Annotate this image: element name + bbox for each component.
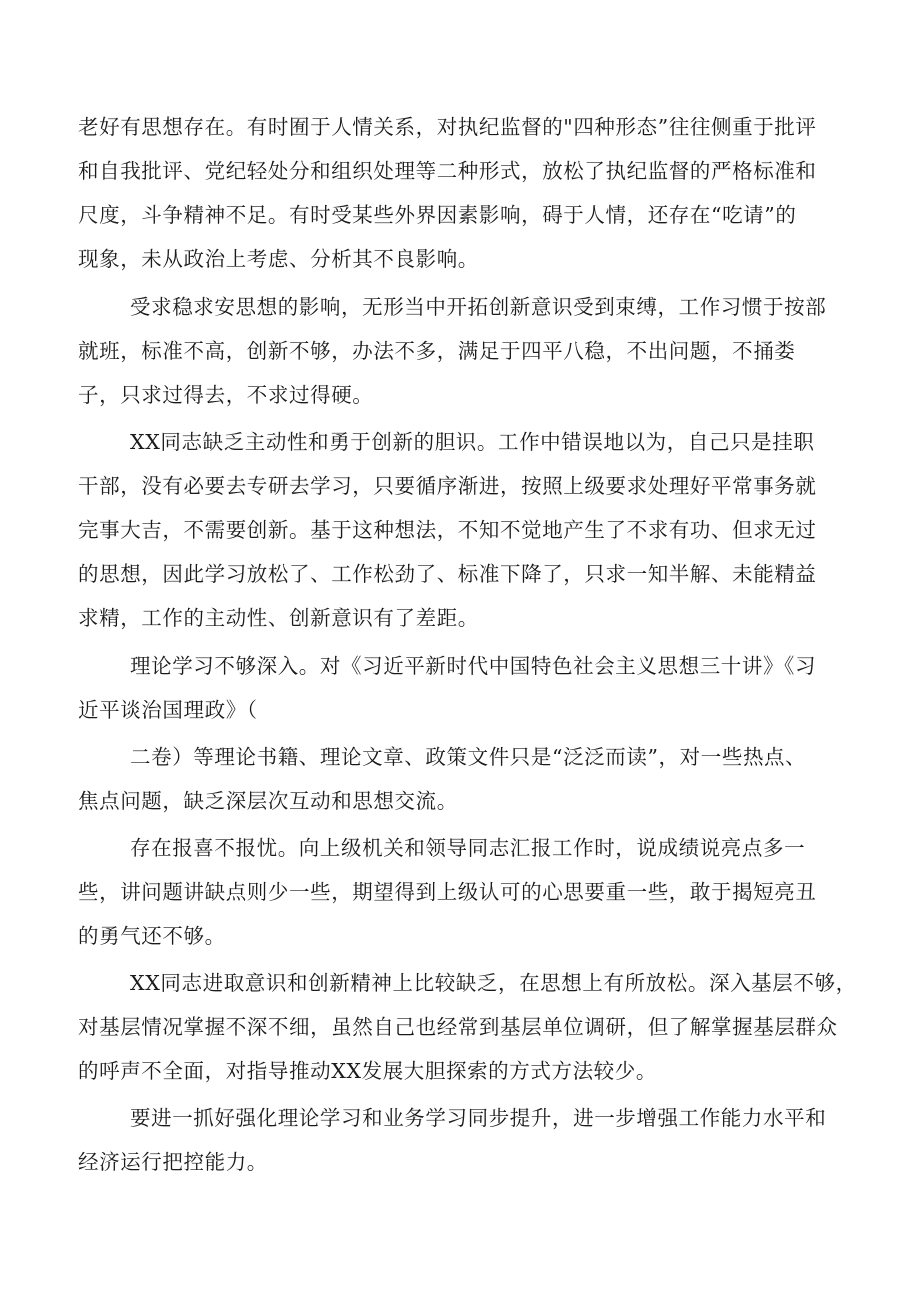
text-line: 求精，工作的主动性、创新意识有了差距。: [78, 606, 479, 630]
text-line: 的勇气还不够。: [78, 924, 226, 948]
text-line: XX同志缺乏主动性和勇于创新的胆识。工作中错误地以为，自己只是挂职: [130, 430, 815, 454]
text-line: XX同志进取意识和创新精神上比较缺乏，在思想上有所放松。深入基层不够，: [130, 971, 857, 995]
text-line: 尺度，斗争精神不足。有时受某些外界因素影响，碍于人情，还存在“吃请”的: [78, 203, 797, 227]
text-line: 经济运行把控能力。: [78, 1150, 268, 1174]
text-line: 现象，未从政治上考虑、分析其不良影响。: [78, 247, 479, 271]
text-line: 近平谈治国理政》（: [78, 698, 258, 722]
text-line: 对基层情况掌握不深不细，虽然自己也经常到基层单位调研，但了解掌握基层群众: [78, 1015, 838, 1039]
text-line: 二卷）等理论书籍、理论文章、政策文件只是“泛泛而读”，对一些热点、: [130, 745, 807, 769]
text-line: 子，只求过得去，不求过得硬。: [78, 383, 374, 407]
text-line: 存在报喜不报忧。向上级机关和领导同志汇报工作时，说成绩说亮点多一: [130, 836, 806, 860]
text-line: 的呼声不全面，对指导推动XX发展大胆探索的方式方法较少。: [78, 1059, 657, 1083]
text-line: 些，讲问题讲缺点则少一些，期望得到上级认可的心思要重一些，敢于揭短亮丑: [78, 880, 817, 904]
text-line: 的思想，因此学习放松了、工作松劲了、标准下降了，只求一知半解、未能精益: [78, 562, 817, 586]
text-line: 理论学习不够深入。对《习近平新时代中国特色社会主义思想三十讲》《习: [130, 654, 817, 678]
text-line: 干部，没有必要去专研去学习，只要循序渐进，按照上级要求处理好平常事务就: [78, 474, 817, 498]
text-line: 焦点问题，缺乏深层次互动和思想交流。: [78, 789, 458, 813]
text-line: 要进一抓好强化理论学习和业务学习同步提升，进一步增强工作能力水平和: [130, 1106, 827, 1130]
text-line: 就班，标准不高，创新不够，办法不多，满足于四平八稳，不出问题，不捅娄: [78, 339, 796, 363]
text-line: 老好有思想存在。有时囿于人情关系，对执纪监督的"四种形态”往往侧重于批评: [78, 115, 817, 139]
text-line: 完事大吉，不需要创新。基于这种想法，不知不觉地产生了不求有功、但求无过: [78, 518, 817, 542]
text-line: 受求稳求安思想的影响，无形当中开拓创新意识受到束缚，工作习惯于按部: [130, 295, 827, 319]
text-line: 和自我批评、党纪轻处分和组织处理等二种形式，放松了执纪监督的严格标准和: [78, 159, 817, 183]
